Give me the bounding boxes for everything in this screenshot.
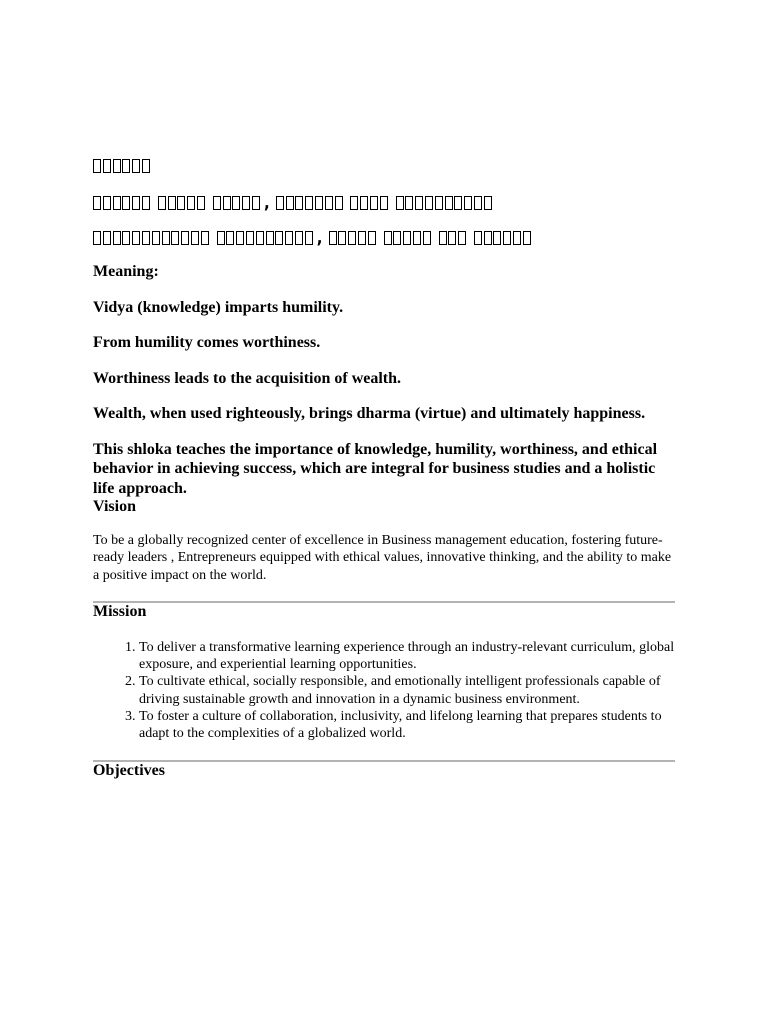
- missing-glyph-box: [187, 196, 195, 210]
- missing-glyph-box: [201, 231, 209, 245]
- missing-glyph-box: [122, 159, 130, 173]
- missing-glyph-box: [445, 196, 453, 210]
- missing-glyph-box: [384, 231, 392, 245]
- missing-glyph-box: [396, 196, 404, 210]
- missing-glyph-word: [439, 231, 468, 245]
- missing-glyph-word: [276, 196, 345, 210]
- missing-glyph-box: [305, 196, 313, 210]
- missing-glyph-box: [213, 196, 221, 210]
- missing-glyph-box: [276, 196, 284, 210]
- missing-glyph-word: [384, 231, 433, 245]
- mission-item: 2. To cultivate ethical, socially responsible, and emotionally intelligent professionals capable of driving sustainable growth and innovation in a dynamic business environment.: [139, 673, 678, 708]
- missing-glyph-word: [217, 231, 315, 245]
- meaning-heading: Meaning:: [93, 263, 159, 280]
- missing-glyph-box: [439, 231, 447, 245]
- missing-glyph-box: [232, 196, 240, 210]
- missing-glyph-box: [217, 231, 225, 245]
- missing-glyph-box: [191, 231, 199, 245]
- mission-heading: Mission: [93, 602, 147, 620]
- meaning-line-1: Vidya (knowledge) imparts humility.: [93, 298, 344, 316]
- missing-glyph-box: [152, 231, 160, 245]
- missing-glyph-box: [162, 231, 170, 245]
- missing-glyph-box: [93, 196, 101, 210]
- missing-glyph-box: [413, 231, 421, 245]
- meaning-summary: This shloka teaches the importance of knowledge, humility, worthiness, and ethical behavior in achieving success, which are integral for business studies and a holistic life approach.: [93, 440, 658, 497]
- missing-glyph-box: [122, 231, 130, 245]
- missing-glyph-word: [93, 196, 152, 210]
- missing-glyph-box: [405, 196, 413, 210]
- missing-glyph-box: [177, 196, 185, 210]
- missing-glyph-word: [213, 196, 262, 210]
- missing-glyph-word: [93, 159, 152, 173]
- missing-glyph-box: [93, 159, 101, 173]
- missing-glyph-box: [380, 196, 388, 210]
- missing-glyph-box: [403, 231, 411, 245]
- missing-glyph-box: [113, 196, 121, 210]
- missing-glyph-box: [132, 231, 140, 245]
- missing-glyph-box: [315, 196, 323, 210]
- missing-glyph-box: [275, 231, 283, 245]
- missing-glyph-box: [168, 196, 176, 210]
- missing-glyph-box: [103, 231, 111, 245]
- comma-mark: ,: [261, 193, 272, 213]
- missing-glyph-box: [338, 231, 346, 245]
- meaning-line-3: Worthiness leads to the acquisition of wealth.: [93, 369, 402, 387]
- missing-glyph-box: [132, 196, 140, 210]
- missing-glyph-box: [103, 196, 111, 210]
- missing-glyph-word: [350, 196, 389, 210]
- missing-glyph-box: [464, 196, 472, 210]
- missing-glyph-box: [113, 159, 121, 173]
- missing-glyph-box: [523, 231, 531, 245]
- meaning-line-4: Wealth, when used righteously, brings dharma (virtue) and ultimately happiness.: [93, 405, 646, 422]
- missing-glyph-box: [226, 231, 234, 245]
- missing-glyph-box: [246, 231, 254, 245]
- missing-glyph-box: [493, 231, 501, 245]
- missing-glyph-box: [348, 231, 356, 245]
- missing-glyph-box: [181, 231, 189, 245]
- missing-glyph-box: [325, 196, 333, 210]
- missing-glyph-box: [370, 196, 378, 210]
- missing-glyph-word: [158, 196, 207, 210]
- missing-glyph-box: [513, 231, 521, 245]
- vision-heading: Vision: [93, 498, 136, 515]
- meaning-line-2: From humility comes worthiness.: [93, 334, 321, 351]
- shloka-title: [93, 156, 678, 176]
- mission-item: 3. To foster a culture of collaboration, inclusivity, and lifelong learning that prepares students to adapt to the complexities of a globalized world.: [139, 708, 678, 743]
- missing-glyph-box: [122, 196, 130, 210]
- missing-glyph-box: [171, 231, 179, 245]
- missing-glyph-box: [474, 231, 482, 245]
- missing-glyph-box: [329, 231, 337, 245]
- mission-list: [93, 639, 678, 743]
- missing-glyph-box: [448, 231, 456, 245]
- missing-glyph-box: [423, 231, 431, 245]
- document-content: [93, 156, 678, 780]
- missing-glyph-box: [335, 196, 343, 210]
- missing-glyph-box: [350, 196, 358, 210]
- missing-glyph-box: [286, 196, 294, 210]
- missing-glyph-box: [425, 196, 433, 210]
- missing-glyph-box: [93, 231, 101, 245]
- missing-glyph-box: [266, 231, 274, 245]
- missing-glyph-box: [285, 231, 293, 245]
- missing-glyph-box: [113, 231, 121, 245]
- missing-glyph-box: [474, 196, 482, 210]
- missing-glyph-box: [393, 231, 401, 245]
- missing-glyph-box: [256, 231, 264, 245]
- missing-glyph-box: [503, 231, 511, 245]
- shloka-line-2: [93, 228, 678, 248]
- missing-glyph-box: [158, 196, 166, 210]
- missing-glyph-box: [305, 231, 313, 245]
- missing-glyph-box: [223, 196, 231, 210]
- missing-glyph-box: [484, 231, 492, 245]
- missing-glyph-box: [252, 196, 260, 210]
- missing-glyph-box: [132, 159, 140, 173]
- missing-glyph-box: [236, 231, 244, 245]
- missing-glyph-box: [435, 196, 443, 210]
- vision-text: To be a globally recognized center of excellence in Business management education, fostering future-ready leaders , Entrepreneurs equipped with ethical values, innovative thinking, and the ability to make a positive impact on the world.: [93, 533, 672, 583]
- missing-glyph-box: [142, 159, 150, 173]
- objectives-heading: Objectives: [93, 761, 165, 779]
- missing-glyph-box: [197, 196, 205, 210]
- missing-glyph-box: [295, 231, 303, 245]
- comma-mark: ,: [314, 228, 325, 248]
- missing-glyph-box: [142, 196, 150, 210]
- missing-glyph-box: [360, 196, 368, 210]
- shloka-line-1: [93, 193, 678, 213]
- missing-glyph-box: [358, 231, 366, 245]
- missing-glyph-box: [484, 196, 492, 210]
- missing-glyph-word: [396, 196, 494, 210]
- missing-glyph-box: [242, 196, 250, 210]
- missing-glyph-box: [454, 196, 462, 210]
- missing-glyph-box: [142, 231, 150, 245]
- missing-glyph-box: [295, 196, 303, 210]
- missing-glyph-box: [103, 159, 111, 173]
- missing-glyph-box: [458, 231, 466, 245]
- missing-glyph-word: [329, 231, 378, 245]
- missing-glyph-box: [415, 196, 423, 210]
- missing-glyph-word: [474, 231, 533, 245]
- missing-glyph-word: [93, 231, 211, 245]
- mission-item: 1. To deliver a transformative learning experience through an industry-relevant curriculum, global exposure, and experiential learning opportunities.: [139, 639, 678, 674]
- missing-glyph-box: [368, 231, 376, 245]
